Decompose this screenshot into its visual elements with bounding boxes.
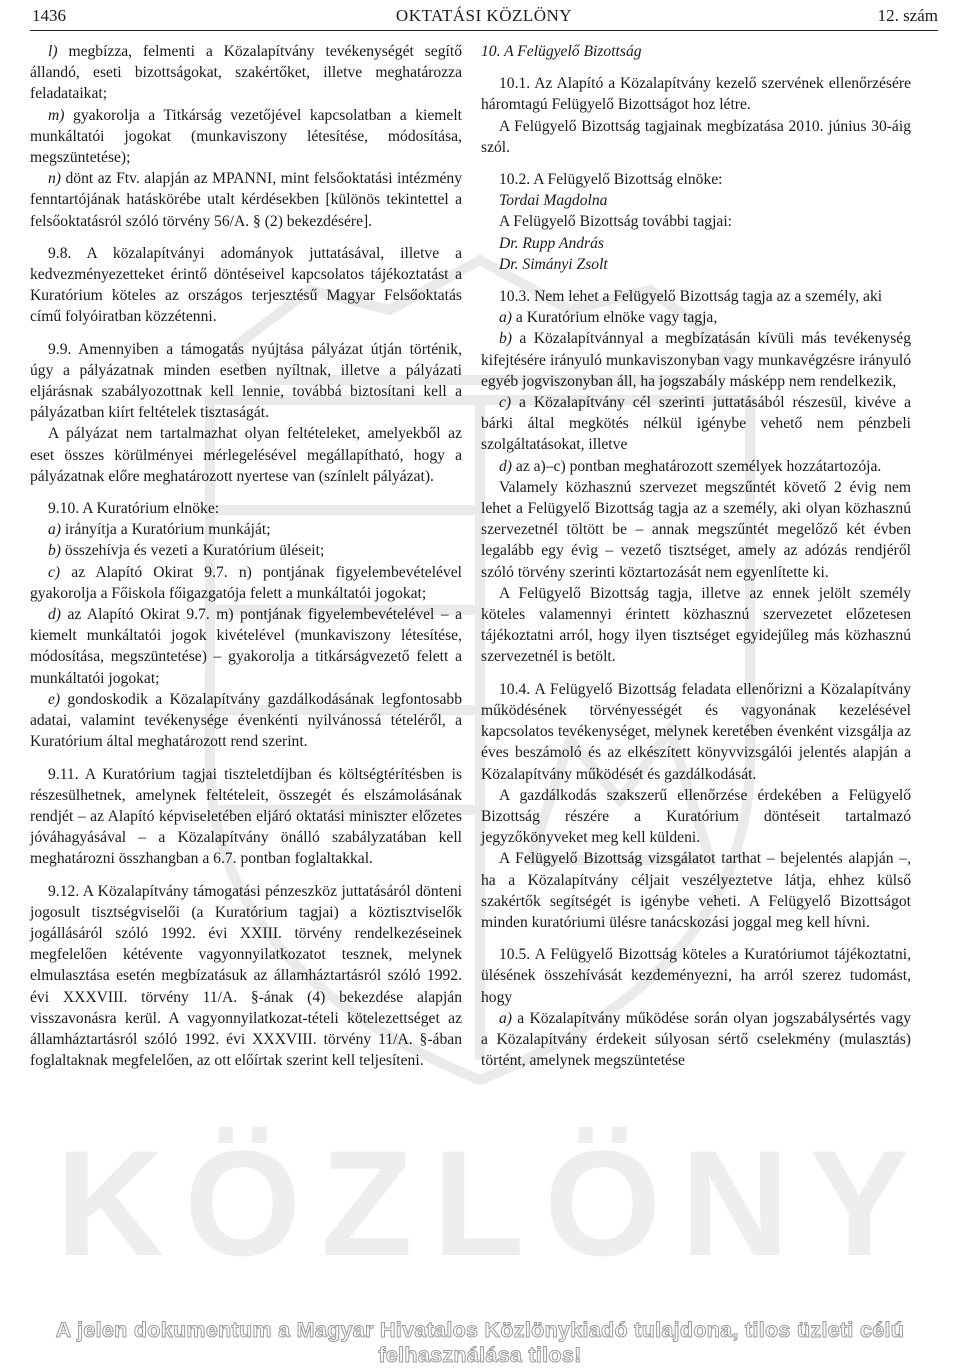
kozlony-watermark-text: KÖZLÖNY bbox=[56, 1119, 930, 1287]
right-column bbox=[481, 41, 911, 1071]
clause-9-10-d: d) az Alapító Okirat 9.7. m) pontjának figyelembevételével – a kiemelt munkáltatói jogok kivételével (munkaviszony létesítése, módosítása, megszüntetése) – gyakorolja a titkárságvezető felett a munkáltatói jogokat; bbox=[30, 606, 462, 687]
clause-9-10-e: e) gondoskodik a Közalapítvány gazdálkodásának legfontosabb adatai, valamint tevékenysége évenkénti nyilvánossá tételéről, a Kuratórium által meghatározott rend szerint. bbox=[30, 690, 462, 751]
clause-10-5-a: a) a Közalapítvány működése során olyan jogszabálysértés vagy a Közalapítvány érdekeit súlyosan sértő cselekmény (mulasztás) történt, amelynek megszüntetése bbox=[481, 1009, 911, 1070]
paragraph: A Felügyelő Bizottság vizsgálatot tarthat – bejelentés alapján –, ha a Közalapítvány céljait veszélyeztetve látja, ehhez külső szakértők segítségét is igénybe veheti. A Felügyelő Bizottságot minden kuratóriumi ülésre tanácskozási joggal meg kell hívni. bbox=[481, 850, 911, 931]
clause-10-3-b: b) a Közalapítvánnyal a megbízatásán kívüli más tevékenység kifejtésére irányuló munkaviszonyban vagy munkavégzésre irányuló egyéb jogviszonyban áll, ha jogszabály másképp nem rendelkezik, bbox=[481, 330, 911, 390]
mandate-paragraph: A Felügyelő Bizottság tagjainak megbízatása 2010. június 30-áig szól. bbox=[481, 117, 911, 156]
clause-m: m) gyakorolja a Titkárság vezetőjével kapcsolatban a kiemelt munkáltatói jogokat (munkaviszony létesítése, módosítása, megszüntetése); bbox=[30, 106, 462, 167]
section-10-1: 10.1. Az Alapító a Közalapítvány kezelő szervének ellenőrzésére háromtagú Felügyelő Bizottságot hoz létre. bbox=[481, 75, 911, 114]
section-10-5: 10.5. A Felügyelő Bizottság köteles a Kuratóriumot tájékoztatni, ülésének összehívását kezdeményezni, ha arról szerez tudomást, hogy bbox=[481, 946, 911, 1006]
clause-9-10-a: a) irányítja a Kuratórium munkáját; bbox=[48, 521, 271, 539]
page-header bbox=[30, 4, 938, 31]
section-10-2: 10.2. A Felügyelő Bizottság elnöke: bbox=[499, 171, 723, 189]
section-9-10: 9.10. A Kuratórium elnöke: bbox=[48, 500, 220, 518]
section-9-11: 9.11. A Kuratórium tagjai tiszteletdíjban és költségtérítésben is részesülhetnek, amelynek feltételeit, összegét és elszámolásának rendjét – az Alapító képviseletében eljáró oktatási miniszter előzetes jóváhagyásával – a Közalapítvány önálló szabályzatában kell meghatározni összhangban a 6.7. pontban foglaltakkal. bbox=[30, 765, 462, 868]
chair-name: Tordai Magdolna bbox=[499, 192, 608, 210]
paragraph: Valamely közhasznú szervezet megszűntét követő 2 évig nem lehet a Felügyelő Bizottság tagja az a személy, aki olyan közhasznú szervezetnél töltött be – annak megszűntét megelőző két évben legalább egy évig – vezető tisztséget, amely az adózás rendjéről szóló törvény szerinti köztartozását nem egyenlítette ki. bbox=[481, 478, 911, 581]
clause-n: n) dönt az Ftv. alapján az MPANNI, mint felsőoktatási intézmény fenntartójának hatáskörébe utalt kérdésekben [különös tekintettel a felsőoktatásról szóló törvény 56/A. § (2) bekezdésére]. bbox=[30, 170, 462, 230]
paragraph: A Felügyelő Bizottság tagja, illetve az ennek jelölt személy köteles valamennyi érintett közhasznú szervezetet előzetesen tájékoztatni arról, hogy ilyen tisztséget egyidejűleg más közhasznú szervezetnél is betölt. bbox=[481, 584, 911, 666]
clause-10-3-c: c) a Közalapítvány cél szerinti juttatásából részesül, kivéve a bárki által megkötés nélkül igénybe vehető nem pénzbeli szolgáltatásokat, illetve bbox=[481, 394, 911, 454]
member-name: Dr. Simányi Zsolt bbox=[499, 255, 608, 273]
section-10-4: 10.4. A Felügyelő Bizottság feladata ellenőrizni a Közalapítvány működésének törvényességét és vagyonának kezelésével kapcsolatos tevékenységet, melynek keretében évenként vizsgálja az éves beszámoló és az elkészített könyvvizsgálói jelentés alapján a Közalapítvány működését és gazdálkodását. bbox=[481, 680, 911, 783]
clause-9-10-c: c) az Alapító Okirat 9.7. n) pontjának figyelembevételével gyakorolja a Főiskola főigazgatója felett a munkáltatói jogokat; bbox=[30, 563, 462, 602]
section-10-3: 10.3. Nem lehet a Felügyelő Bizottság tagja az a személy, aki bbox=[499, 288, 883, 306]
clause-l: l) megbízza, felmenti a Közalapítvány tevékenységét segítő állandó, eseti bizottságokat, szakértőket, illetve meghatározza feladataikat; bbox=[30, 43, 462, 103]
clause-10-3-d: d) az a)–c) pontban meghatározott személyek hozzátartozója. bbox=[499, 457, 882, 475]
clause-9-10-b: b) összehívja és vezeti a Kuratórium üléseit; bbox=[48, 542, 325, 560]
section-9-12: 9.12. A Közalapítvány támogatási pénzeszköz juttatásáról dönteni jogosult tisztségviselői (a Kuratórium tagjai) a köztisztviselők jogállásáról szóló 1992. évi XXIII. törvény rendelkezéseinek megfelelően kétévente vagyonnyilatkozatot tesznek, melynek elmulasztása esetén megbízatásuk az államháztartásról szóló 1992. évi XXXVIII. törvény 11/A. §-ának (4) bekezdése alapján visszavonásra kerül. A vagyonnyilatkozat-tételi kötelezettséget az államháztartásról szóló 1992. évi XXXVIII. törvény 11/A. §-ában foglaltaknak megfelelően, az ott előírtak szerint kell teljesíteni. bbox=[30, 882, 462, 1070]
section-9-8: 9.8. A közalapítványi adományok juttatásával, illetve a kedvezményezetteket érintő döntéseivel kapcsolatos tájékoztatást a Kuratórium köteles az országos terjesztésű Magyar Felsőoktatás című folyóiratban közzétenni. bbox=[30, 244, 462, 326]
issue-number: 12. szám bbox=[877, 6, 938, 25]
ownership-notice: A jelen dokumentum a Magyar Hivatalos Közlönykiadó tulajdona, tilos üzleti célú felhasználása tilos! bbox=[55, 1318, 905, 1367]
left-column bbox=[30, 41, 462, 1071]
clause-10-3-a: a) a Kuratórium elnöke vagy tagja, bbox=[499, 309, 718, 327]
member-name: Dr. Rupp András bbox=[499, 234, 604, 252]
paragraph: A gazdálkodás szakszerű ellenőrzése érdekében a Felügyelő Bizottság részére a Kuratórium döntéseit tartalmazó jegyzőkönyveket meg kell küldeni. bbox=[481, 786, 911, 847]
page-number: 1436 bbox=[32, 6, 66, 25]
section-9-9: 9.9. Amennyiben a támogatás nyújtása pályázat útján történik, úgy a pályázatnak minden esetben nyíltnak, illetve a pályázati eljárásnak szabályozottnak kell lennie, továbbá biztosítani kell a pályázatban kiírt feltételek tisztaságát. bbox=[30, 340, 462, 422]
section-heading: 10. A Felügyelő Bizottság bbox=[481, 43, 642, 60]
members-label: A Felügyelő Bizottság további tagjai: bbox=[499, 213, 733, 231]
section-9-9-paragraph: A pályázat nem tartalmazhat olyan feltételeket, amelyekből az eset összes körülményei mérlegelésével megállapítható, hogy a pályázatnak előre meghatározott nyertese van (színlelt pályázat). bbox=[30, 425, 462, 485]
publication-title: OKTATÁSI KÖZLÖNY bbox=[395, 6, 573, 25]
